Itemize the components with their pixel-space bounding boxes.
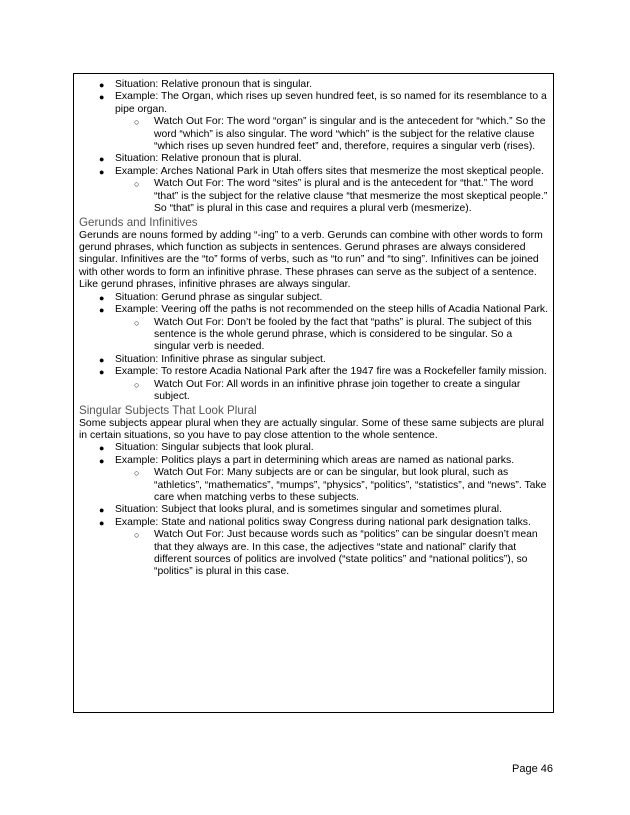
list-item-text: Watch Out For: The word “organ” is singular and is the antecedent for “which.” So the word “which” is also singular. The word “which” is the subject for the relative clause “which rises up seven hundred feet” and, therefore, requires a singular verb (rises). — [154, 116, 546, 153]
list-item — [79, 178, 548, 215]
list-item — [79, 304, 548, 316]
list-item — [79, 455, 548, 467]
list-item — [79, 153, 548, 165]
circle-bullet-icon: ○ — [134, 179, 140, 190]
bullet-icon: ● — [99, 367, 105, 378]
list-item — [79, 442, 548, 454]
section-relative-pronouns — [79, 79, 548, 215]
list-item-text: Example: State and national politics sway Congress during national park designation talks. — [115, 516, 531, 528]
bullet-icon: ● — [99, 305, 105, 316]
list-item-text: Watch Out For: All words in an infinitive phrase join together to create a singular subject. — [154, 378, 521, 402]
section-paragraph: Some subjects appear plural when they are actually singular. Some of these same subjects are plural in certain situations, so you have to pay close attention to the whole sentence. — [79, 417, 544, 441]
list-item — [79, 529, 548, 579]
bullet-icon: ● — [99, 166, 105, 177]
list-item-text: Example: The Organ, which rises up seven hundred feet, is so named for its resemblance to a pipe organ. — [115, 91, 547, 115]
list-item-text: Situation: Singular subjects that look plural. — [115, 442, 314, 454]
list-item — [79, 366, 548, 378]
bullet-icon: ● — [99, 354, 105, 365]
list-item — [79, 467, 548, 504]
section-heading: Gerunds and Infinitives — [79, 216, 198, 230]
circle-bullet-icon: ○ — [134, 317, 140, 328]
bullet-icon: ● — [99, 154, 105, 165]
list-item — [79, 504, 548, 516]
bullet-icon: ● — [99, 443, 105, 454]
list-item — [79, 354, 548, 366]
bullet-icon: ● — [99, 292, 105, 303]
list-item-text: Example: Arches National Park in Utah offers sites that mesmerize the most skeptical people. — [115, 165, 544, 177]
section-singular-subjects — [79, 404, 548, 578]
list-item — [79, 116, 548, 153]
list-item — [79, 379, 548, 404]
bullet-icon: ● — [99, 455, 105, 466]
bullet-icon: ● — [99, 505, 105, 516]
list-item-text: Situation: Relative pronoun that is plural. — [115, 153, 302, 165]
list-item-text: Situation: Relative pronoun that is singular. — [115, 79, 312, 90]
circle-bullet-icon: ○ — [134, 379, 140, 390]
section-gerunds-infinitives — [79, 216, 548, 403]
bullet-icon: ● — [99, 92, 105, 103]
list-item — [79, 166, 548, 178]
list-item-text: Situation: Infinitive phrase as singular subject. — [115, 353, 326, 365]
section-heading: Singular Subjects That Look Plural — [79, 404, 257, 418]
list-item-text: Watch Out For: Don’t be fooled by the fact that “paths” is plural. The subject of this sentence is the whole gerund phrase, which is considered to be singular. So a singular verb is needed. — [154, 316, 532, 353]
list-item — [79, 517, 548, 529]
list-item-text: Watch Out For: The word “sites” is plural and is the antecedent for “that.” The word “that” is the subject for the relative clause “that mesmerize the most skeptical people.” So “that” is plural in this case and requires a plural verb (mesmerize). — [154, 178, 548, 215]
list-item-text: Situation: Gerund phrase as singular subject. — [115, 291, 323, 303]
circle-bullet-icon: ○ — [134, 117, 140, 128]
list-item-text: Example: To restore Acadia National Park after the 1947 fire was a Rockefeller family mission. — [115, 366, 547, 378]
content-box — [73, 73, 554, 713]
list-item — [79, 317, 548, 354]
section-paragraph: Gerunds are nouns formed by adding “-ing” to a verb. Gerunds can combine with other words to form gerund phrases, which function as subjects in sentences. Gerund phrases are always considered singular. Infinitives are the “to” forms of verbs, such as “to run” and “to sing”. Infinitives can be joined with other words to form an infinitive phrase. These phrases can serve as the subject of a sentence. Like gerund phrases, infinitive phrases are always singular. — [79, 229, 543, 291]
circle-bullet-icon: ○ — [134, 468, 140, 479]
list-item-text: Situation: Subject that looks plural, and is sometimes singular and sometimes plural. — [115, 504, 502, 516]
bullet-icon: ● — [99, 517, 105, 528]
page-number: Page 46 — [512, 763, 553, 775]
list-item — [79, 79, 548, 91]
bullet-icon: ● — [99, 80, 105, 90]
list-item — [79, 91, 548, 116]
list-item-text: Example: Veering off the paths is not recommended on the steep hills of Acadia National Park. — [115, 304, 549, 316]
circle-bullet-icon: ○ — [134, 530, 140, 541]
list-item — [79, 292, 548, 304]
list-item-text: Watch Out For: Many subjects are or can be singular, but look plural, such as “athletics”, “mathematics”, “mumps”, “physics”, “politics”, “statistics”, and “news”. Take care when matching verbs to these subjects. — [154, 467, 547, 503]
list-item-text: Watch Out For: Just because words such as “politics” can be singular doesn’t mean that they always are. In this case, the adjectives “state and national” clarify that different sources of politics are involved (“state politics” and “national politics”), so “politics” is plural in this case. — [154, 529, 538, 578]
list-item-text: Example: Politics plays a part in determining which areas are named as national parks. — [115, 454, 515, 466]
